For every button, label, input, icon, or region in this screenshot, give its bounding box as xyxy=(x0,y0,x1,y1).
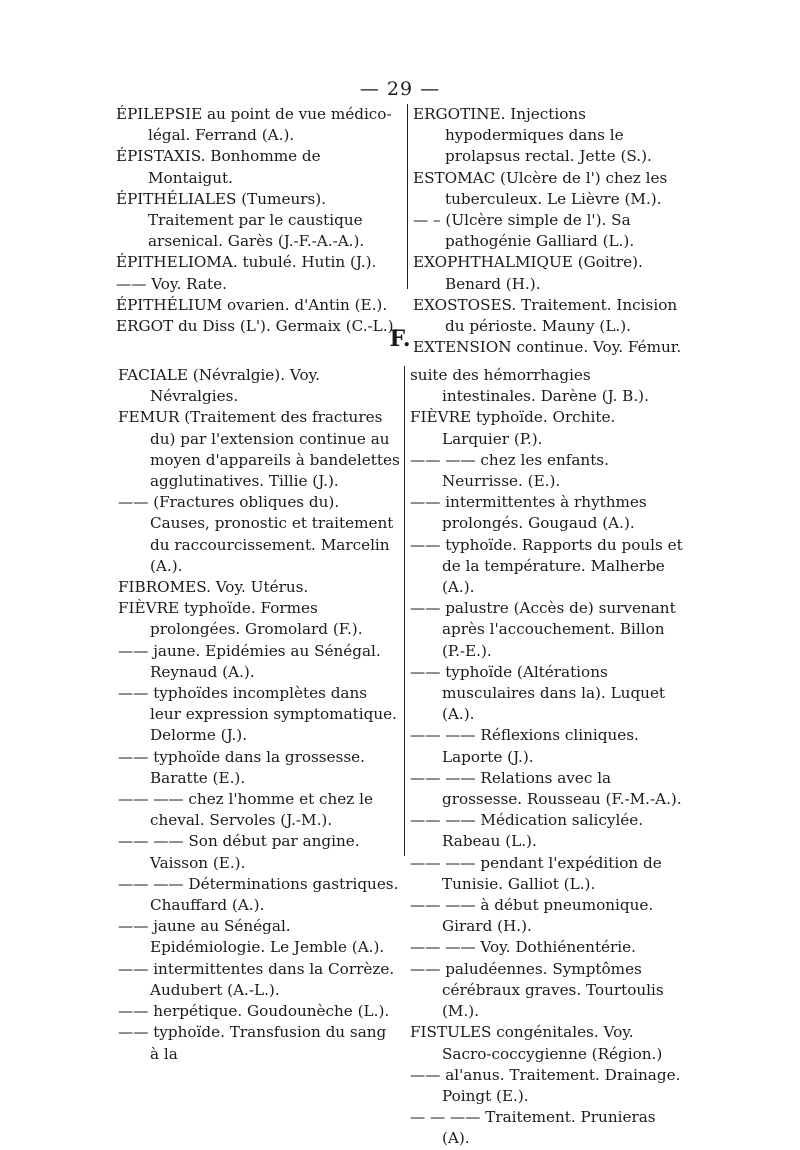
index-entry: —— typhoïde (Altérations musculaires dans la). Luquet (A.). xyxy=(410,662,666,724)
index-entry: —— typhoïde dans la grossesse. Baratte (E.). xyxy=(118,747,365,787)
index-entry: —— —— pendant l'expédition de Tunisie. Galliot (L.). xyxy=(410,853,662,893)
column-divider-bottom xyxy=(404,366,405,856)
index-entry: EXOPHTHALMIQUE (Goitre). Benard (H.). xyxy=(413,253,643,293)
page-number: — 29 — xyxy=(359,78,441,100)
index-entry: FACIALE (Névralgie). Voy. Névralgies. xyxy=(118,366,320,406)
index-column-top-left xyxy=(116,104,406,337)
index-entry: —— jaune. Epidémies au Sénégal. Reynaud (A.). xyxy=(118,641,381,681)
index-entry: —— —— Relations avec la grossesse. Rousseau (F.-M.-A.). xyxy=(410,768,682,809)
index-entry: ÉPISTAXIS. Bonhomme de Montaigut. xyxy=(116,147,321,187)
index-entry: FIBROMES. Voy. Utérus. xyxy=(118,578,309,597)
index-entry: FEMUR (Traitement des fractures du) par l'extension continue au moyen d'appareils à bandelettes agglutinatives. Tillie (J.). xyxy=(118,408,400,491)
index-entry: EXOSTOSES. Traitement. Incision du périoste. Mauny (L.). xyxy=(413,295,678,336)
index-entry: —— al'anus. Traitement. Drainage. Poingt (E.). xyxy=(410,1065,681,1105)
index-entry: ÉPITHELIOMA. tubulé. Hutin (J.). xyxy=(116,253,377,272)
index-entry: —— paludéennes. Symptômes cérébraux graves. Tourtoulis (M.). xyxy=(410,959,664,1021)
index-entry: —— typhoïdes incomplètes dans leur expression symptomatique. Delorme (J.). xyxy=(118,684,397,745)
index-entry: — — —— Traitement. Prunieras (A). xyxy=(410,1108,656,1148)
index-column-bottom-right xyxy=(410,365,686,1150)
section-letter: F. xyxy=(389,326,411,352)
index-entry: —— —— Voy. Dothiénentérie. xyxy=(410,938,636,957)
index-entry: — – (Ulcère simple de l'). Sa pathogénie Galliard (L.). xyxy=(413,211,635,251)
index-entry: ERGOTINE. Injections hypodermiques dans le prolapsus rectal. Jette (S.). xyxy=(413,105,652,166)
index-entry: ÉPITHÉLIUM ovarien. d'Antin (E.). xyxy=(116,295,388,314)
index-entry: —— typhoïde. Rapports du pouls et de la température. Malherbe (A.). xyxy=(410,535,683,597)
index-entry: —— Voy. Rate. xyxy=(116,274,227,293)
index-entry: —— typhoïde. Transfusion du sang à la xyxy=(118,1023,387,1063)
index-entry: —— —— Son début par angine. Vaisson (E.). xyxy=(118,832,360,872)
index-entry: suite des hémorrhagies intestinales. Darène (J. B.). xyxy=(410,366,649,406)
index-entry: —— —— Réflexions cliniques. Laporte (J.). xyxy=(410,726,639,766)
index-entry: —— palustre (Accès de) survenant après l'accouchement. Billon (P.-E.). xyxy=(410,599,676,660)
index-entry: EXTENSION continue. Voy. Fémur. xyxy=(413,338,682,357)
index-entry: —— —— chez l'homme et chez le cheval. Servoles (J.-M.). xyxy=(118,790,373,830)
index-entry: —— (Fractures obliques du). Causes, pronostic et traitement du raccourcissement. Marcelin (A.). xyxy=(118,493,394,575)
index-entry: FIÈVRE typhoïde. Formes prolongées. Gromolard (F.). xyxy=(118,599,363,639)
index-entry: —— —— Médication salicylée. Rabeau (L.). xyxy=(410,811,644,851)
index-column-bottom-left xyxy=(118,365,400,1065)
index-entry: —— —— chez les enfants. Neurrisse. (E.). xyxy=(410,450,609,491)
index-entry: —— —— Déterminations gastriques. Chauffard (A.). xyxy=(118,874,399,915)
index-entry: ÉPILEPSIE au point de vue médico-légal. Ferrand (A.). xyxy=(116,105,392,145)
column-divider-top xyxy=(407,104,408,289)
index-entry: ESTOMAC (Ulcère de l') chez les tuberculeux. Le Lièvre (M.). xyxy=(413,168,668,208)
index-entry: FIÈVRE typhoïde. Orchite. Larquier (P.). xyxy=(410,408,616,448)
index-entry: ERGOT du Diss (L'). Germaix (C.-L.). xyxy=(116,317,399,336)
index-entry: —— jaune au Sénégal. Epidémiologie. Le Jemble (A.). xyxy=(118,917,385,957)
index-entry: ÉPITHÉLIALES (Tumeurs). Traitement par le caustique arsenical. Garès (J.-F.-A.-A.). xyxy=(116,189,365,251)
index-entry: —— —— à début pneumonique. Girard (H.). xyxy=(410,896,654,936)
index-column-top-right xyxy=(413,104,685,358)
index-entry: —— herpétique. Goudounèche (L.). xyxy=(118,1002,390,1021)
index-entry: —— intermittentes à rhythmes prolongés. Gougaud (A.). xyxy=(410,493,647,533)
index-entry: —— intermittentes dans la Corrèze. Audubert (A.-L.). xyxy=(118,959,395,999)
index-entry: FISTULES congénitales. Voy. Sacro-coccygienne (Région.) xyxy=(410,1023,663,1063)
